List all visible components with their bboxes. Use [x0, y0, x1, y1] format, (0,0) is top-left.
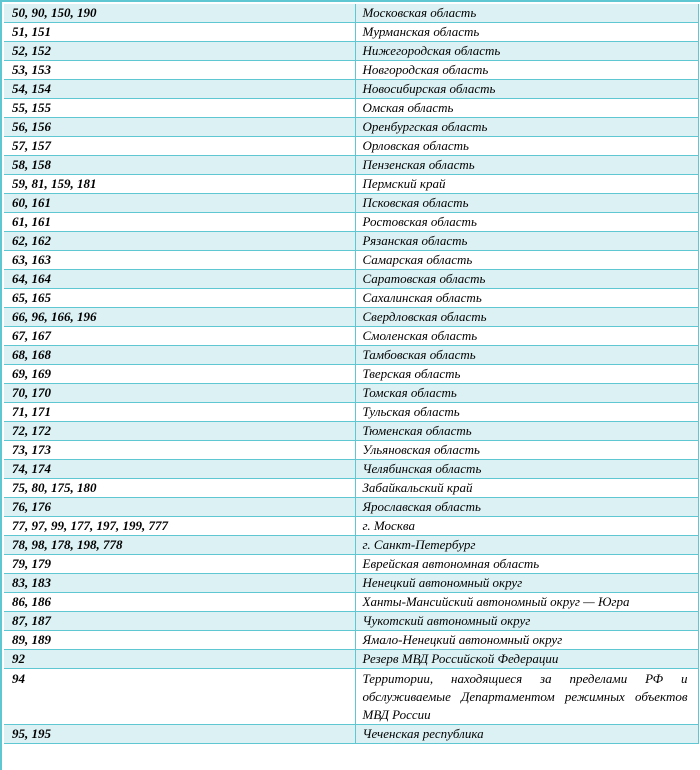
region-name-cell: Резерв МВД Российской Федерации [355, 650, 698, 669]
region-name-cell: Территории, находящиеся за пределами РФ и обслуживаемые Департаментом режимных объектов МВД России [355, 669, 698, 725]
region-codes-cell: 55, 155 [4, 99, 355, 118]
region-codes-cell: 61, 161 [4, 213, 355, 232]
region-name-cell: Саратовская область [355, 270, 698, 289]
table-row [4, 213, 698, 232]
region-codes-cell: 62, 162 [4, 232, 355, 251]
table-row [4, 384, 698, 403]
region-name-cell: Пермский край [355, 175, 698, 194]
region-codes-cell: 92 [4, 650, 355, 669]
region-name-cell: Пензенская область [355, 156, 698, 175]
region-name-cell: Тюменская область [355, 422, 698, 441]
table-row [4, 650, 698, 669]
region-name-cell: Еврейская автономная область [355, 555, 698, 574]
region-codes-cell: 60, 161 [4, 194, 355, 213]
region-name-cell: Свердловская область [355, 308, 698, 327]
table-row [4, 555, 698, 574]
region-name-cell: Ненецкий автономный округ [355, 574, 698, 593]
region-codes-cell: 54, 154 [4, 80, 355, 99]
region-codes-cell: 53, 153 [4, 61, 355, 80]
table-row [4, 308, 698, 327]
region-codes-cell: 59, 81, 159, 181 [4, 175, 355, 194]
region-name-cell: Тамбовская область [355, 346, 698, 365]
table-row [4, 403, 698, 422]
region-codes-cell: 73, 173 [4, 441, 355, 460]
region-name-cell: Ярославская область [355, 498, 698, 517]
table-row [4, 4, 698, 23]
region-name-cell: Ханты-Мансийский автономный округ — Югра [355, 593, 698, 612]
region-name-cell: Новосибирская область [355, 80, 698, 99]
table-row [4, 725, 698, 744]
region-codes-cell: 89, 189 [4, 631, 355, 650]
region-codes-cell: 75, 80, 175, 180 [4, 479, 355, 498]
region-codes-cell: 76, 176 [4, 498, 355, 517]
region-codes-cell: 51, 151 [4, 23, 355, 42]
region-codes-cell: 94 [4, 669, 355, 725]
table-row [4, 612, 698, 631]
region-codes-cell: 72, 172 [4, 422, 355, 441]
region-name-cell: Чукотский автономный округ [355, 612, 698, 631]
region-codes-cell: 78, 98, 178, 198, 778 [4, 536, 355, 555]
region-codes-cell: 70, 170 [4, 384, 355, 403]
table-row [4, 175, 698, 194]
region-name-cell: Забайкальский край [355, 479, 698, 498]
region-name-cell: г. Москва [355, 517, 698, 536]
region-name-cell: Оренбургская область [355, 118, 698, 137]
region-name-cell: Самарская область [355, 251, 698, 270]
table-row [4, 270, 698, 289]
region-name-cell: Ростовская область [355, 213, 698, 232]
table-row [4, 42, 698, 61]
table-row [4, 137, 698, 156]
region-name-cell: Омская область [355, 99, 698, 118]
table-row [4, 99, 698, 118]
table-row [4, 23, 698, 42]
table-row [4, 346, 698, 365]
region-codes-cell: 57, 157 [4, 137, 355, 156]
table-row [4, 232, 698, 251]
table-row [4, 498, 698, 517]
region-codes-cell: 79, 179 [4, 555, 355, 574]
table-row [4, 479, 698, 498]
table-row [4, 80, 698, 99]
region-codes-cell: 95, 195 [4, 725, 355, 744]
table-row [4, 289, 698, 308]
table-row [4, 194, 698, 213]
region-codes-cell: 66, 96, 166, 196 [4, 308, 355, 327]
table-row [4, 118, 698, 137]
region-codes-cell: 69, 169 [4, 365, 355, 384]
region-codes-cell: 56, 156 [4, 118, 355, 137]
region-codes-table [4, 4, 699, 744]
region-codes-cell: 68, 168 [4, 346, 355, 365]
region-codes-cell: 83, 183 [4, 574, 355, 593]
table-row [4, 441, 698, 460]
table-row [4, 669, 698, 725]
region-name-cell: Нижегородская область [355, 42, 698, 61]
region-codes-cell: 74, 174 [4, 460, 355, 479]
region-name-cell: Мурманская область [355, 23, 698, 42]
region-codes-cell: 50, 90, 150, 190 [4, 4, 355, 23]
region-codes-cell: 58, 158 [4, 156, 355, 175]
table-row [4, 422, 698, 441]
table-row [4, 460, 698, 479]
region-name-cell: Ульяновская область [355, 441, 698, 460]
region-codes-cell: 87, 187 [4, 612, 355, 631]
region-codes-cell: 64, 164 [4, 270, 355, 289]
region-name-cell: Московская область [355, 4, 698, 23]
table-row [4, 251, 698, 270]
region-codes-cell: 77, 97, 99, 177, 197, 199, 777 [4, 517, 355, 536]
table-row [4, 365, 698, 384]
table-row [4, 593, 698, 612]
region-name-cell: Ямало-Ненецкий автономный округ [355, 631, 698, 650]
region-codes-cell: 86, 186 [4, 593, 355, 612]
table-row [4, 517, 698, 536]
region-codes-cell: 52, 152 [4, 42, 355, 61]
region-codes-body [4, 4, 698, 744]
region-name-cell: Тульская область [355, 403, 698, 422]
region-name-cell: Орловская область [355, 137, 698, 156]
region-codes-cell: 67, 167 [4, 327, 355, 346]
region-name-cell: Псковская область [355, 194, 698, 213]
region-name-cell: г. Санкт-Петербург [355, 536, 698, 555]
region-name-cell: Тверская область [355, 365, 698, 384]
region-name-cell: Новгородская область [355, 61, 698, 80]
region-codes-cell: 65, 165 [4, 289, 355, 308]
region-name-cell: Смоленская область [355, 327, 698, 346]
region-codes-cell: 71, 171 [4, 403, 355, 422]
table-row [4, 327, 698, 346]
table-row [4, 156, 698, 175]
region-name-cell: Рязанская область [355, 232, 698, 251]
table-row [4, 631, 698, 650]
table-row [4, 536, 698, 555]
region-name-cell: Челябинская область [355, 460, 698, 479]
region-name-cell: Томская область [355, 384, 698, 403]
region-name-cell: Чеченская республика [355, 725, 698, 744]
table-row [4, 61, 698, 80]
table-row [4, 574, 698, 593]
region-codes-cell: 63, 163 [4, 251, 355, 270]
region-name-cell: Сахалинская область [355, 289, 698, 308]
